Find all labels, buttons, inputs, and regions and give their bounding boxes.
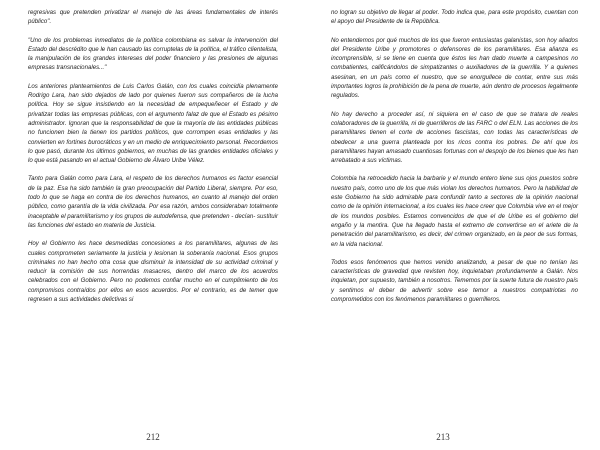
paragraph: No hay derecho a proceder así, ni siquiera en el caso de que se tratara de reales colaboradores de la guerrilla, ni de guerrilleros de las FARC o del ELN. Las acciones de los paramilitares tienen el corte de acciones fascistas, con todas las características de obedecer a una guerra planteada por los ricos contra los pobres. De ahí que los paramilitares hayan amasado cuantiosas fortunas con el despojo de los bienes que les han arrebatado a sus víctimas. xyxy=(331,110,578,165)
page-number: 213 xyxy=(436,432,450,442)
paragraph: no logran su objetivo de llegar al poder. Todo indica que, para este propósito, cuentan con el apoyo del Presidente de la República. xyxy=(331,9,578,26)
paragraph: Todos esos fenómenos que hemos venido analizando, a pesar de que no tenían las características de gravedad que revisten hoy, inquietaban profundamente a Galán. Nos inquietan, por supuesto, también a nosotros. Tememos por la suerte futura de nuestro país y sentimos el deber de advertir sobre ese temor a nuestros compatriotas no comprometidos con los fenómenos paramilitares o guerrilleros. xyxy=(331,258,578,304)
left-page-text xyxy=(28,8,278,420)
right-page-text xyxy=(331,8,578,420)
paragraph: Colombia ha retrocedido hacia la barbarie y el mundo entero tiene sus ojos puestos sobre nuestro país, como uno de los que más violan los derechos humanos. Pero la habilidad de este Gobierno ha sido admirable para confundir tanto a sectores de la opinión nacional como de la opinión internacional, a los cuales les hace creer que Colombia vive en el mejor de los mundos posibles. Estamos convencidos de que el de Uribe es el gobierno del engaño y la mentira. Que ha llegado hasta el extremo de convertirse en el ariete de la penetración del paramilitarismo, es decir, del crimen organizado, en la peor de sus formas, en la vida nacional. xyxy=(331,175,578,248)
page-number: 212 xyxy=(146,432,160,442)
paragraph: "Uno de los problemas inmediatos de la política colombiana es salvar la intervención del Estado del descrédito que le han causado las corruptelas de la política, el tráfico clientelista, la manipulación de los grandes intereses del poder financiero y las presiones de algunas empresas transnacionales..." xyxy=(28,36,278,72)
paragraph: Los anteriores planteamientos de Luis Carlos Galán, con los cuales coincidía plenamente Rodrigo Lara, han sido dejados de lado por quienes fueron sus compañeros de la lucha política. Hoy se sigue insistiendo en la necesidad de empequeñecer el Estado y de privatizar todas las empresas públicas, con el argumento falaz de que el Estado es pésimo administrador. Ignoran que la responsabilidad de que la mayoría de las entidades públicas no funcionen bien la tienen los partidos políticos, que corrompen esas entidades y las convierten en fortines burocráticos y en un medio de enriquecimiento personal. Recordemos lo que pasó, durante los últimos gobiernos, en muchas de las grandes entidades oficiales y lo que está pasando en el actual Gobierno de Álvaro Uribe Vélez. xyxy=(28,82,278,165)
paragraph: Hoy el Gobierno les hace desmedidas concesiones a los paramilitares, algunas de las cuales comprometen seriamente la justicia y lesionan la soberanía nacional. Esos grupos criminales no han hecho otra cosa que disminuir la intensidad de su actividad criminal y reducir la comisión de sus horrendas masacres, dentro del marco de los acuerdos celebrados con el Gobierno. Pero no podemos confiar mucho en el cumplimiento de los compromisos contraídos por ellos en esos acuerdos. Por el contrario, es de temer que regresen a sus actividades delictivas si xyxy=(28,240,278,304)
paragraph: regresivas que pretenden privatizar el manejo de las áreas fundamentales de interés público". xyxy=(28,9,278,26)
right-page xyxy=(300,0,600,450)
paragraph: No entendemos por qué muchos de los que fueron entusiastas galanistas, son hoy aliados del Presidente Uribe y promotores o defensores de los paramilitares. Esa alianza es incomprensible, si se tiene en cuenta que éstos les han dado muerte a campesinos no combatientes, calificándolos de simpatizantes o auxiliadores de la guerrilla. Y a quienes asesinan, en un país como el nuestro, que se enorgullece de contar, entre sus más importantes logros la prohibición de la pena de muerte, aún dentro de procesos legalmente regulados. xyxy=(331,36,578,100)
paragraph: Tanto para Galán como para Lara, el respeto de los derechos humanos es factor esencial de la paz. Esa ha sido también la gran preocupación del Partido Liberal, siempre. Por eso, todo lo que se haga en contra de los derechos humanos, en cuanto al manejo del orden público, como garantía de la vida civilizada. Por esa razón, ambos consideraban totalmente inaceptable el paramilitarismo y los grupos de autodefensa, que pretenden - decían- sustituir las funciones del estado en materia de Justicia. xyxy=(28,175,278,229)
